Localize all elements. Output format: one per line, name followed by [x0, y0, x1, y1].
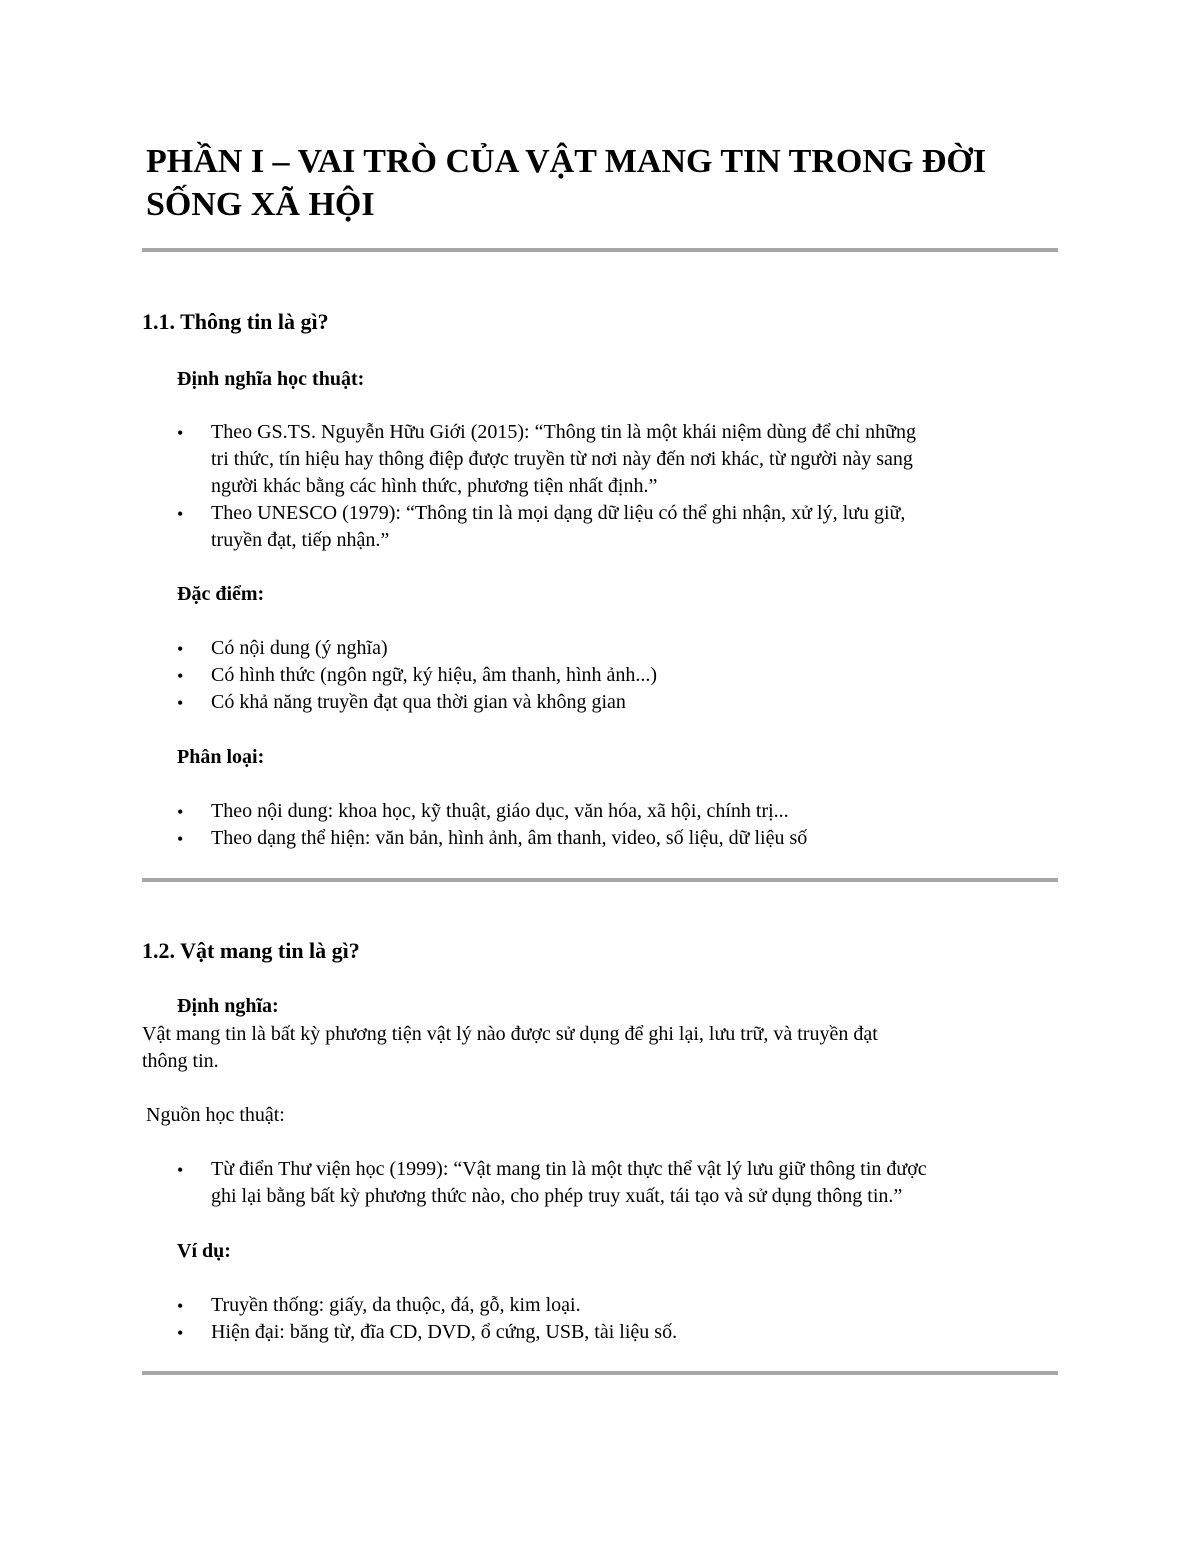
classification-label: Phân loại: [177, 746, 265, 768]
source-label: Nguồn học thuật: [146, 1104, 285, 1126]
list-item: Hiện đại: băng từ, đĩa CD, DVD, ổ cứng, USB, tài liệu số. [211, 1321, 678, 1343]
examples-label: Ví dụ: [177, 1240, 231, 1262]
definition-label: Định nghĩa học thuật: [177, 368, 365, 390]
definition-label: Định nghĩa: [177, 995, 279, 1017]
list-item: Có nội dung (ý nghĩa) [211, 637, 388, 659]
bullet-icon: • [177, 693, 184, 713]
page-title-line-1: PHẦN I – VAI TRÒ CỦA VẬT MANG TIN TRONG ĐỜI [146, 143, 987, 180]
section-heading-1-2: 1.2. Vật mang tin là gì? [142, 938, 360, 963]
list-item-line: Theo GS.TS. Nguyễn Hữu Giới (2015): “Thông tin là một khái niệm dùng để chỉ những [211, 421, 916, 443]
definition-text-line: thông tin. [142, 1050, 219, 1072]
bullet-icon: • [177, 1323, 184, 1343]
list-item-line: Theo UNESCO (1979): “Thông tin là mọi dạng dữ liệu có thể ghi nhận, xử lý, lưu giữ, [211, 502, 906, 524]
bullet-icon: • [177, 639, 184, 659]
bullet-icon: • [177, 504, 184, 524]
definition-text-line: Vật mang tin là bất kỳ phương tiện vật lý nào được sử dụng để ghi lại, lưu trữ, và truyền đạt [142, 1023, 878, 1045]
bullet-icon: • [177, 802, 184, 822]
page-title-line-2: SỐNG XÃ HỘI [146, 186, 375, 223]
list-item: Có khả năng truyền đạt qua thời gian và không gian [211, 691, 626, 713]
list-item-line: tri thức, tín hiệu hay thông điệp được truyền từ nơi này đến nơi khác, từ người này sang [211, 448, 913, 470]
list-item-line: Từ điển Thư viện học (1999): “Vật mang tin là một thực thể vật lý lưu giữ thông tin được [211, 1158, 927, 1180]
bullet-icon: • [177, 423, 184, 443]
features-label: Đặc điểm: [177, 583, 265, 605]
list-item: Theo dạng thể hiện: văn bản, hình ảnh, âm thanh, video, số liệu, dữ liệu số [211, 827, 808, 849]
list-item-line: người khác bằng các hình thức, phương tiện nhất định.” [211, 475, 658, 497]
section-heading-1-1: 1.1. Thông tin là gì? [142, 309, 329, 334]
list-item-line: ghi lại bằng bất kỳ phương thức nào, cho phép truy xuất, tái tạo và sử dụng thông tin.” [211, 1185, 903, 1207]
horizontal-rule [142, 248, 1058, 252]
horizontal-rule [142, 1371, 1058, 1375]
bullet-icon: • [177, 1160, 184, 1180]
bullet-icon: • [177, 1296, 184, 1316]
list-item-line: truyền đạt, tiếp nhận.” [211, 529, 390, 551]
bullet-icon: • [177, 666, 184, 686]
horizontal-rule [142, 878, 1058, 882]
bullet-icon: • [177, 829, 184, 849]
list-item: Theo nội dung: khoa học, kỹ thuật, giáo dục, văn hóa, xã hội, chính trị... [211, 800, 789, 822]
list-item: Có hình thức (ngôn ngữ, ký hiệu, âm thanh, hình ảnh...) [211, 664, 658, 686]
list-item: Truyền thống: giấy, da thuộc, đá, gỗ, kim loại. [211, 1294, 581, 1316]
